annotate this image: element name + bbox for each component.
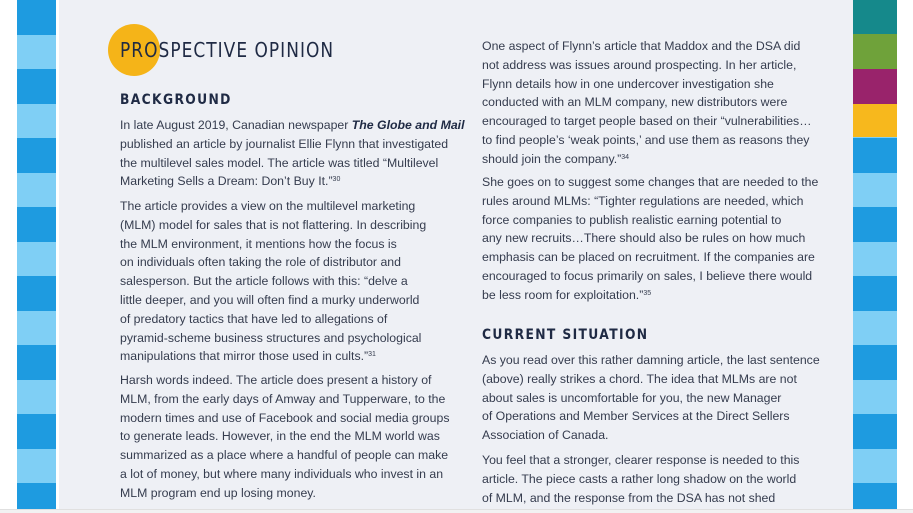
text-line: not address was issues around prospecting. In her article, xyxy=(482,57,797,72)
text-line: be less room for exploitation.” xyxy=(482,287,644,302)
text-line: Harsh words indeed. The article does present a history of xyxy=(120,373,432,387)
text-line: summarized as a place where a handful of people can make xyxy=(120,448,449,463)
text-line: to find people’s ‘weak points,’ and use them as reasons they xyxy=(482,132,810,147)
text-line: any new recruits…There should also be rules on how much xyxy=(482,231,806,246)
background-heading: BACKGROUND xyxy=(120,92,232,108)
text-line: (above) really strikes a chord. The idea that MLMs are not xyxy=(482,371,797,386)
newspaper-name: The Globe and Mail xyxy=(351,118,465,132)
teal-color-block xyxy=(853,0,897,34)
prospecting-paragraph-1 xyxy=(482,37,822,169)
footnote-ref: 31 xyxy=(368,351,376,359)
footnote-ref: 30 xyxy=(332,176,341,184)
text-line: emphasis can be placed on recruitment. If the companies are xyxy=(482,250,815,265)
current-situation-paragraph-2 xyxy=(482,451,822,507)
text-line: on individuals often taking the role of distributor and xyxy=(120,255,401,270)
footnote-ref: 35 xyxy=(643,289,652,297)
text-line: conducted with an MLM company, new distributors were xyxy=(482,95,788,110)
footnote-ref: 34 xyxy=(621,153,630,161)
green-color-block xyxy=(853,34,897,69)
viewer-bottom-edge xyxy=(0,509,913,513)
text-line: rules around MLMs: “Tighter regulations are needed, which xyxy=(482,193,804,208)
yellow-color-block xyxy=(853,104,897,137)
text-line: little deeper, and you will often find a murky underworld xyxy=(120,292,420,307)
text-line: article. The piece casts a rather long shadow on the world xyxy=(482,471,797,486)
text-line: the multilevel sales model. The article was titled “Multilevel xyxy=(120,155,439,170)
text-line: pyramid-scheme business structures and psychological xyxy=(120,330,422,345)
text-line: should join the company.” xyxy=(482,151,622,166)
text-line: Association of Canada. xyxy=(482,428,609,443)
background-paragraph-3 xyxy=(120,371,455,503)
text-line: The article provides a view on the multilevel marketing xyxy=(120,199,416,213)
left-decorative-stripe xyxy=(17,0,56,509)
page-title: PROSPECTIVE OPINION xyxy=(120,38,335,62)
text-line: As you read over this rather damning article, the last sentence xyxy=(482,353,820,367)
text-line: salesperson. But the article follows with this: “delve a xyxy=(120,274,408,289)
text-line: Flynn details how in one undercover investigation she xyxy=(482,76,774,91)
text-line: modern times and use of Facebook and social media groups xyxy=(120,410,450,425)
text-line: published an article by journalist Ellie Flynn that investigated xyxy=(120,136,449,151)
text-line: In late August 2019, Canadian newspaper xyxy=(120,118,352,132)
text-line: a lot of money, but where many individuals who invest in an xyxy=(120,466,444,481)
purple-color-block xyxy=(853,69,897,104)
text-line: of MLM, and the response from the DSA has not shed xyxy=(482,490,776,505)
text-line: to generate leads. However, in the end the MLM world was xyxy=(120,429,440,444)
text-line: manipulations that mirror those used in cults.” xyxy=(120,349,369,364)
background-paragraph-1 xyxy=(120,116,465,191)
text-line: MLM, from the early days of Amway and Tupperware, to the xyxy=(120,391,446,406)
text-line: (MLM) model for sales that is not flattering. In describing xyxy=(120,217,427,232)
prospecting-paragraph-2 xyxy=(482,173,822,305)
text-line: about sales is uncomfortable for you, the new Manager xyxy=(482,390,782,405)
text-line: You feel that a stronger, clearer response is needed to this xyxy=(482,453,800,467)
current-situation-paragraph-1 xyxy=(482,351,822,445)
text-line: She goes on to suggest some changes that are needed to the xyxy=(482,175,819,189)
text-line: Marketing Sells a Dream: Don’t Buy It.” xyxy=(120,174,333,189)
text-line: encouraged to target people based on their “vulnerabilities… xyxy=(482,114,812,129)
text-line: of Operations and Member Services at the Direct Sellers xyxy=(482,409,790,424)
background-paragraph-2 xyxy=(120,197,455,366)
text-line: force companies to publish realistic earning potential to xyxy=(482,212,782,227)
text-line: of predatory tactics that have led to allegations of xyxy=(120,311,388,326)
current-situation-heading: CURRENT SITUATION xyxy=(482,327,649,343)
text-line: the MLM environment, it mentions how the focus is xyxy=(120,236,397,251)
text-line: encouraged to focus primarily on sales, I believe there would xyxy=(482,268,813,283)
text-line: One aspect of Flynn’s article that Maddox and the DSA did xyxy=(482,39,801,53)
text-line: MLM program end up losing money. xyxy=(120,485,316,500)
